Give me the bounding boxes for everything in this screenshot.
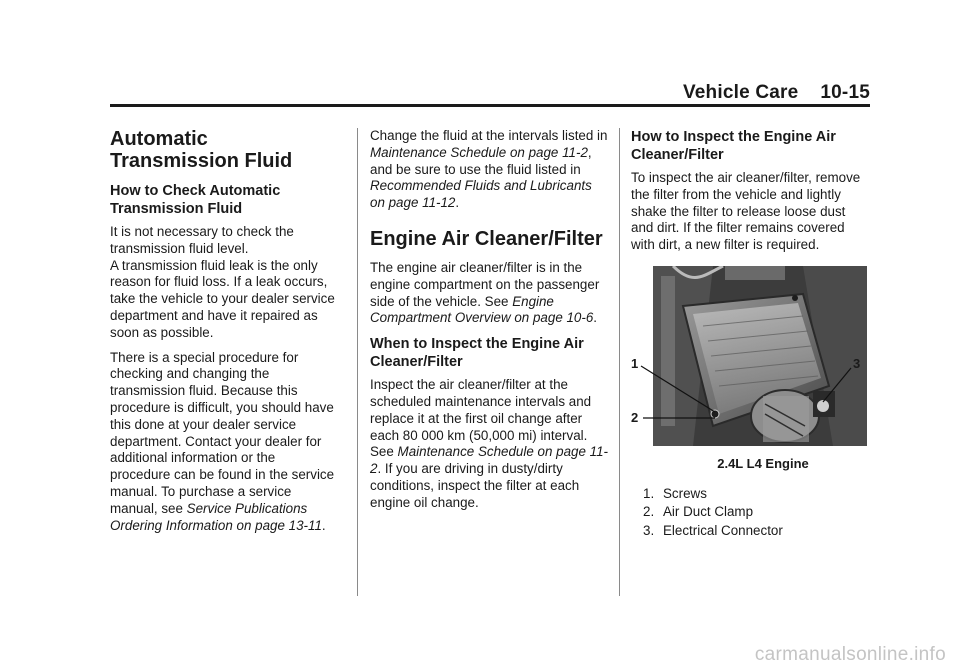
paragraph-fluid-level: It is not necessary to check the transmission fluid level. [110, 224, 294, 256]
list-label: Air Duct Clamp [663, 504, 754, 520]
list-label: Electrical Connector [663, 522, 783, 538]
paragraph-text: The engine air cleaner/filter is in the engine compartment on the passenger side of the vehicle. See [370, 259, 600, 309]
page-header [110, 80, 870, 106]
link-maintenance-schedule-2[interactable]: Maintenance Schedule on page 11-2 [370, 444, 608, 477]
figure-caption: 2.4L L4 Engine [717, 455, 809, 471]
list-label: Screws [663, 485, 707, 501]
paragraph-text: . If you are driving in dusty/dirty conditions, inspect the filter at each engine oil change. [370, 461, 580, 510]
header-rule [110, 104, 870, 107]
paragraph-inspect-intervals [370, 377, 608, 511]
paragraph-end: . [455, 195, 460, 211]
list-item [643, 485, 871, 504]
callout-3: 3 [853, 355, 861, 371]
running-head [683, 82, 870, 104]
paragraph-filter-location [370, 260, 608, 327]
paragraph-fluid-leak: A transmission fluid leak is the only reason for fluid loss. If a leak occurs, take the vehicle to your dealer service department and have it repaired as soon as possible. [110, 257, 335, 340]
paragraph-change-fluid [370, 128, 608, 212]
paragraph-special-procedure [110, 350, 338, 535]
heading-when-to-inspect: When to Inspect the Engine Air Cleaner/Filter [370, 336, 584, 371]
column-1 [110, 128, 338, 542]
column-divider-2 [619, 128, 620, 596]
list-item [643, 522, 871, 541]
callout-1: 1 [631, 355, 639, 371]
section-title: Vehicle Care [682, 82, 799, 103]
heading-engine-air-cleaner: Engine Air Cleaner/Filter [370, 227, 603, 250]
paragraph-text: , and be sure to use the fluid listed in [370, 144, 592, 177]
link-recommended-fluids[interactable]: Recommended Fluids and Lubricants on page 11-12 [370, 178, 592, 211]
paragraph-end: . [321, 517, 326, 533]
list-number: 3. [643, 522, 655, 538]
callout-leaders [631, 264, 871, 452]
link-maintenance-schedule[interactable]: Maintenance Schedule on page 11-2 [370, 144, 588, 160]
heading-how-to-inspect: How to Inspect the Engine Air Cleaner/Filter [631, 129, 836, 163]
column-divider-1 [357, 128, 358, 596]
heading-automatic-transmission-fluid: Automatic Transmission Fluid [110, 128, 293, 172]
link-service-publications[interactable]: Service Publications Ordering Information on page 13-11 [110, 500, 322, 533]
page-number: 10-15 [820, 82, 870, 103]
paragraph-text: Change the fluid at the intervals listed in [370, 128, 608, 143]
paragraph-text: Inspect the air cleaner/filter at the scheduled maintenance intervals and replace it at the first oil change after each 80 000 km (50,000 mi) interval. See [370, 377, 592, 460]
paragraph-text: There is a special procedure for checking and changing the transmission fluid. Because this procedure is difficult, you should have this done at your dealer service department. Contact your dealer for additional information or the procedure can be found in the service manual. To purchase a service manual, see [110, 349, 335, 516]
column-3 [631, 128, 871, 540]
figure-legend [643, 485, 871, 541]
heading-how-to-check: How to Check Automatic Transmission Fluid [110, 183, 281, 217]
engine-figure [631, 264, 871, 452]
link-engine-compartment-overview[interactable]: Engine Compartment Overview on page 10-6 [370, 293, 594, 326]
list-number: 2. [643, 504, 655, 520]
callout-2: 2 [631, 409, 639, 425]
list-number: 1. [643, 485, 655, 501]
list-item [643, 503, 871, 522]
paragraph-inspect-procedure: To inspect the air cleaner/filter, remove the filter from the vehicle and lightly shake the filter to release loose dust and dirt. If the filter remains covered with dirt, a new filter is required. [631, 170, 861, 253]
paragraph-end: . [593, 310, 598, 326]
watermark: carmanualsonline.info [754, 644, 946, 665]
column-2 [370, 128, 608, 520]
